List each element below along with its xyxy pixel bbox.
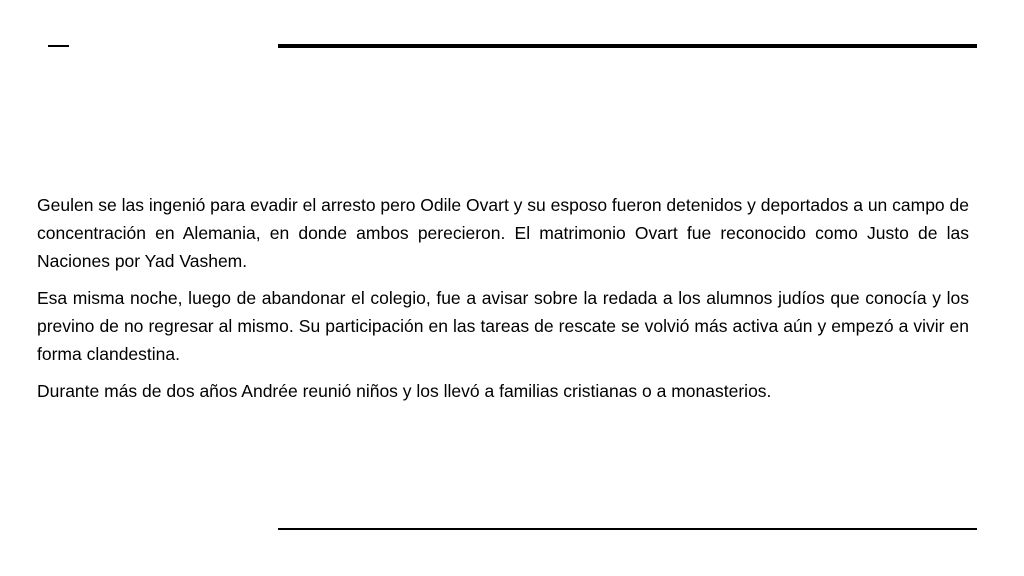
bottom-rule [278, 528, 977, 530]
slide-body [37, 191, 969, 405]
paragraph-1: Geulen se las ingenió para evadir el arresto pero Odile Ovart y su esposo fueron detenidos y deportados a un campo de concentración en Alemania, en donde ambos perecieron. El matrimonio Ovart fue reconocido como Justo de las Naciones por Yad Vashem. [37, 195, 969, 271]
top-left-dash [48, 45, 69, 47]
paragraph-2: Esa misma noche, luego de abandonar el colegio, fue a avisar sobre la redada a los alumnos judíos que conocía y los previno de no regresar al mismo. Su participación en las tareas de rescate se volvió más activa aún y empezó a vivir en forma clandestina. [37, 288, 969, 364]
paragraph-3: Durante más de dos años Andrée reunió niños y los llevó a familias cristianas o a monasterios. [37, 381, 772, 401]
top-rule [278, 44, 977, 48]
